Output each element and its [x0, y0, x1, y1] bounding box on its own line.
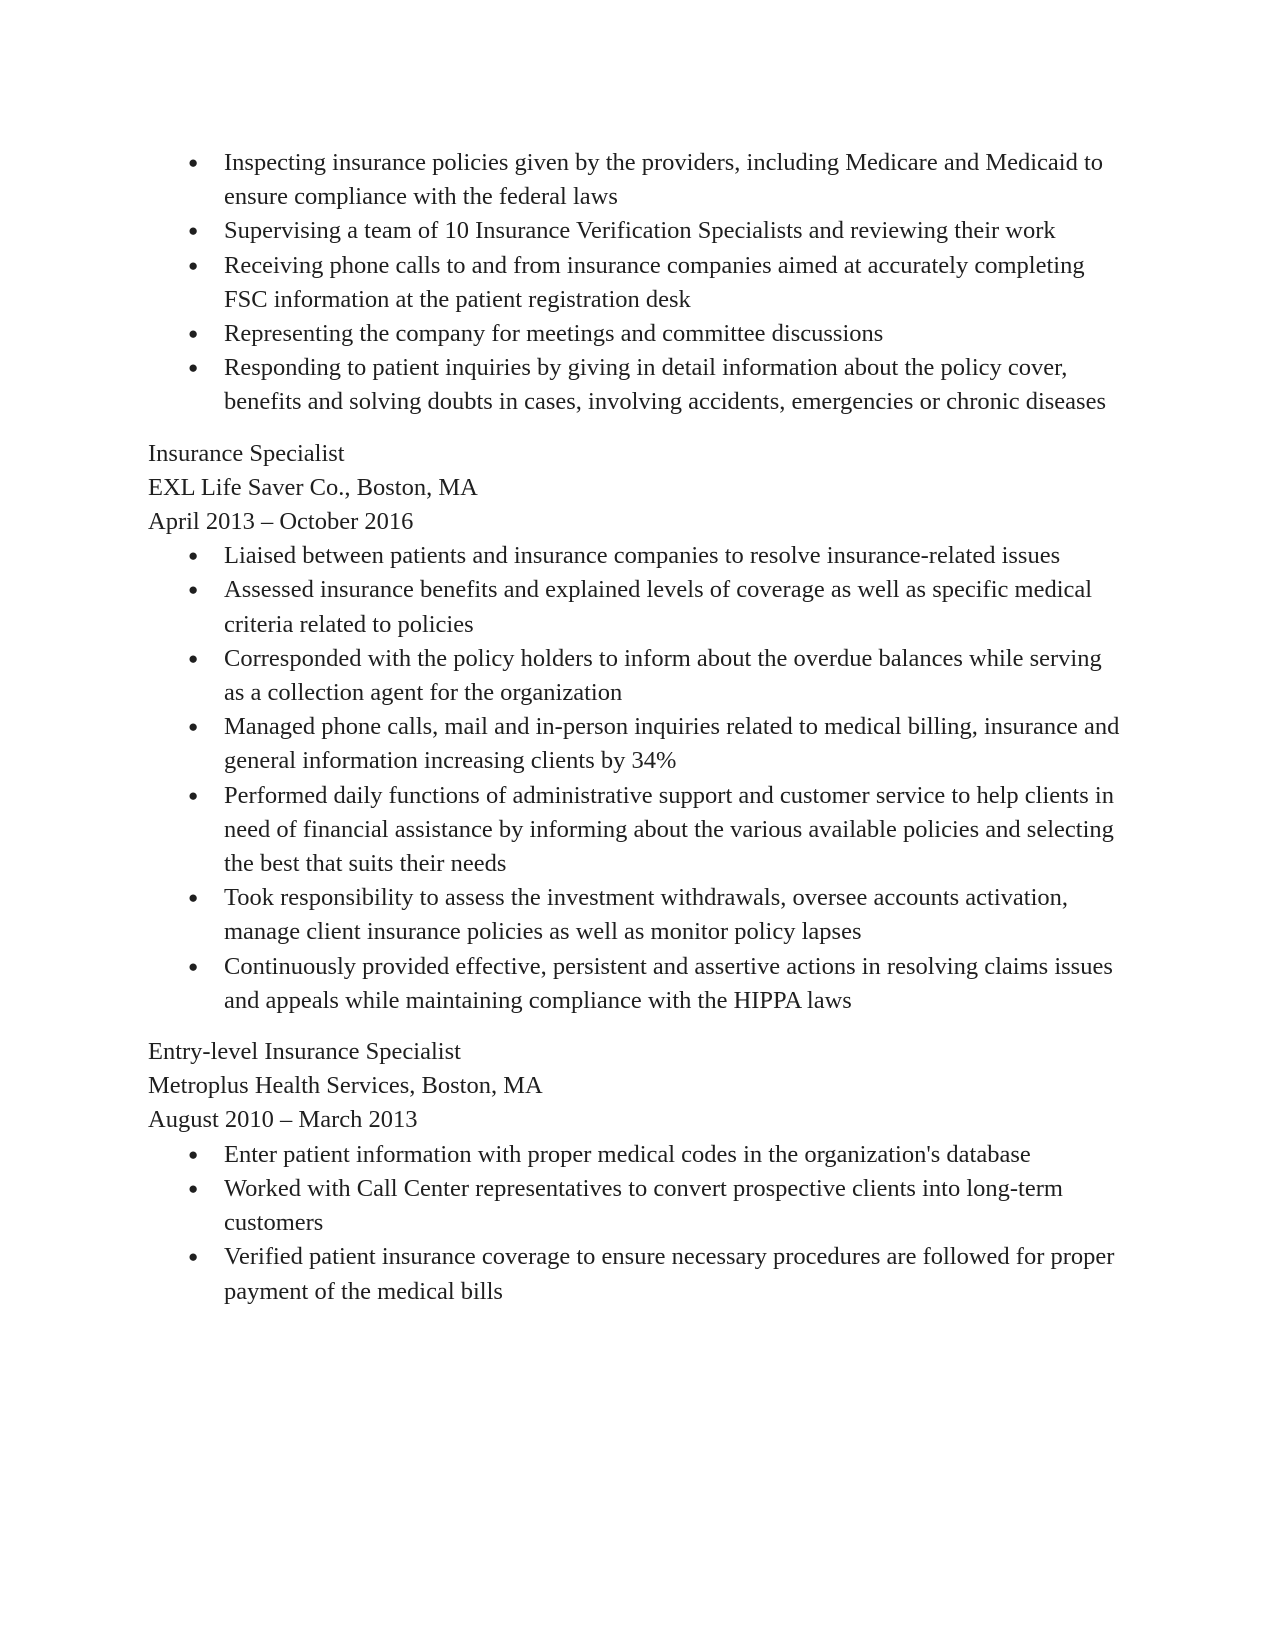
job-dates: April 2013 – October 2016: [148, 508, 414, 536]
bullet-text: Corresponded with the policy holders to inform about the overdue balances while serving as a collection agent for the organization: [224, 644, 1102, 707]
list-item: [148, 642, 1128, 710]
list-item: [148, 950, 1128, 1018]
job-title: Insurance Specialist: [148, 439, 345, 467]
bullet-icon: ●: [188, 956, 199, 976]
bullet-text: Worked with Call Center representatives to convert prospective clients into long-term customers: [224, 1174, 1063, 1237]
job-title: Entry-level Insurance Specialist: [148, 1038, 461, 1066]
job-company: EXL Life Saver Co., Boston, MA: [148, 473, 478, 501]
list-item: [148, 317, 1128, 351]
bullet-icon: ●: [188, 1247, 199, 1267]
bullet-text: Inspecting insurance policies given by the providers, including Medicare and Medicaid to ensure compliance with the federal laws: [224, 149, 1104, 211]
list-item: [148, 1172, 1128, 1240]
bullet-text: Enter patient information with proper medical codes in the organization's database: [224, 1140, 1031, 1168]
list-item: [148, 1240, 1128, 1308]
bullet-text: Assessed insurance benefits and explained levels of coverage as well as specific medical criteria related to policies: [224, 576, 1093, 638]
bullet-text: Receiving phone calls to and from insurance companies aimed at accurately completing FSC information at the patient registration desk: [224, 251, 1085, 313]
job-bullet-list: [148, 539, 1128, 1018]
list-item: [148, 351, 1128, 419]
bullet-text: Took responsibility to assess the investment withdrawals, oversee accounts activation, manage client insurance policies as well as monitor policy lapses: [224, 884, 1069, 946]
job-bullet-list: [148, 1138, 1128, 1309]
bullet-icon: ●: [188, 1178, 199, 1198]
bullet-text: Continuously provided effective, persistent and assertive actions in resolving claims issues and appeals while maintaining compliance with the HIPPA laws: [224, 952, 1113, 1014]
bullet-text: Verified patient insurance coverage to ensure necessary procedures are followed for proper payment of the medical bills: [224, 1243, 1115, 1305]
list-item: [148, 146, 1128, 214]
bullet-text: Representing the company for meetings and committee discussions: [224, 320, 884, 348]
list-item: [148, 573, 1128, 641]
bullet-icon: ●: [188, 358, 199, 378]
bullet-icon: ●: [188, 221, 199, 241]
bullet-icon: ●: [188, 153, 199, 172]
bullet-icon: ●: [188, 546, 199, 566]
job-entry-insurance-specialist: [148, 437, 1128, 1018]
list-item: [148, 779, 1128, 882]
bullet-icon: ●: [188, 648, 199, 668]
job-company: Metroplus Health Services, Boston, MA: [148, 1072, 543, 1100]
job-dates: August 2010 – March 2013: [148, 1106, 418, 1134]
bullet-text: Liaised between patients and insurance companies to resolve insurance-related issues: [224, 542, 1061, 570]
continuation-bullet-list: [148, 146, 1128, 420]
bullet-icon: ●: [188, 324, 199, 344]
bullet-text: Responding to patient inquiries by giving in detail information about the policy cover, benefits and solving doubts in cases, involving accidents, emergencies or chronic diseases: [224, 354, 1106, 416]
list-item: [148, 214, 1128, 248]
bullet-icon: ●: [188, 580, 199, 600]
bullet-icon: ●: [188, 255, 199, 275]
bullet-text: Supervising a team of 10 Insurance Verification Specialists and reviewing their work: [224, 217, 1056, 245]
bullet-icon: ●: [188, 1144, 199, 1164]
bullet-text: Managed phone calls, mail and in-person inquiries related to medical billing, insurance and general information increasing clients by 34%: [224, 713, 1120, 775]
list-item: [148, 710, 1128, 778]
bullet-text: Performed daily functions of administrative support and customer service to help clients in need of financial assistance by informing about the various available policies and selecting the best that suits their needs: [224, 781, 1114, 878]
resume-content: [148, 146, 1128, 1309]
list-item: [148, 881, 1128, 949]
list-item: [148, 1138, 1128, 1172]
job-entry-entry-level-insurance-specialist: [148, 1035, 1128, 1309]
bullet-icon: ●: [188, 717, 199, 737]
list-item: [148, 539, 1128, 573]
list-item: [148, 249, 1128, 317]
bullet-icon: ●: [188, 785, 199, 805]
bullet-icon: ●: [188, 888, 199, 908]
